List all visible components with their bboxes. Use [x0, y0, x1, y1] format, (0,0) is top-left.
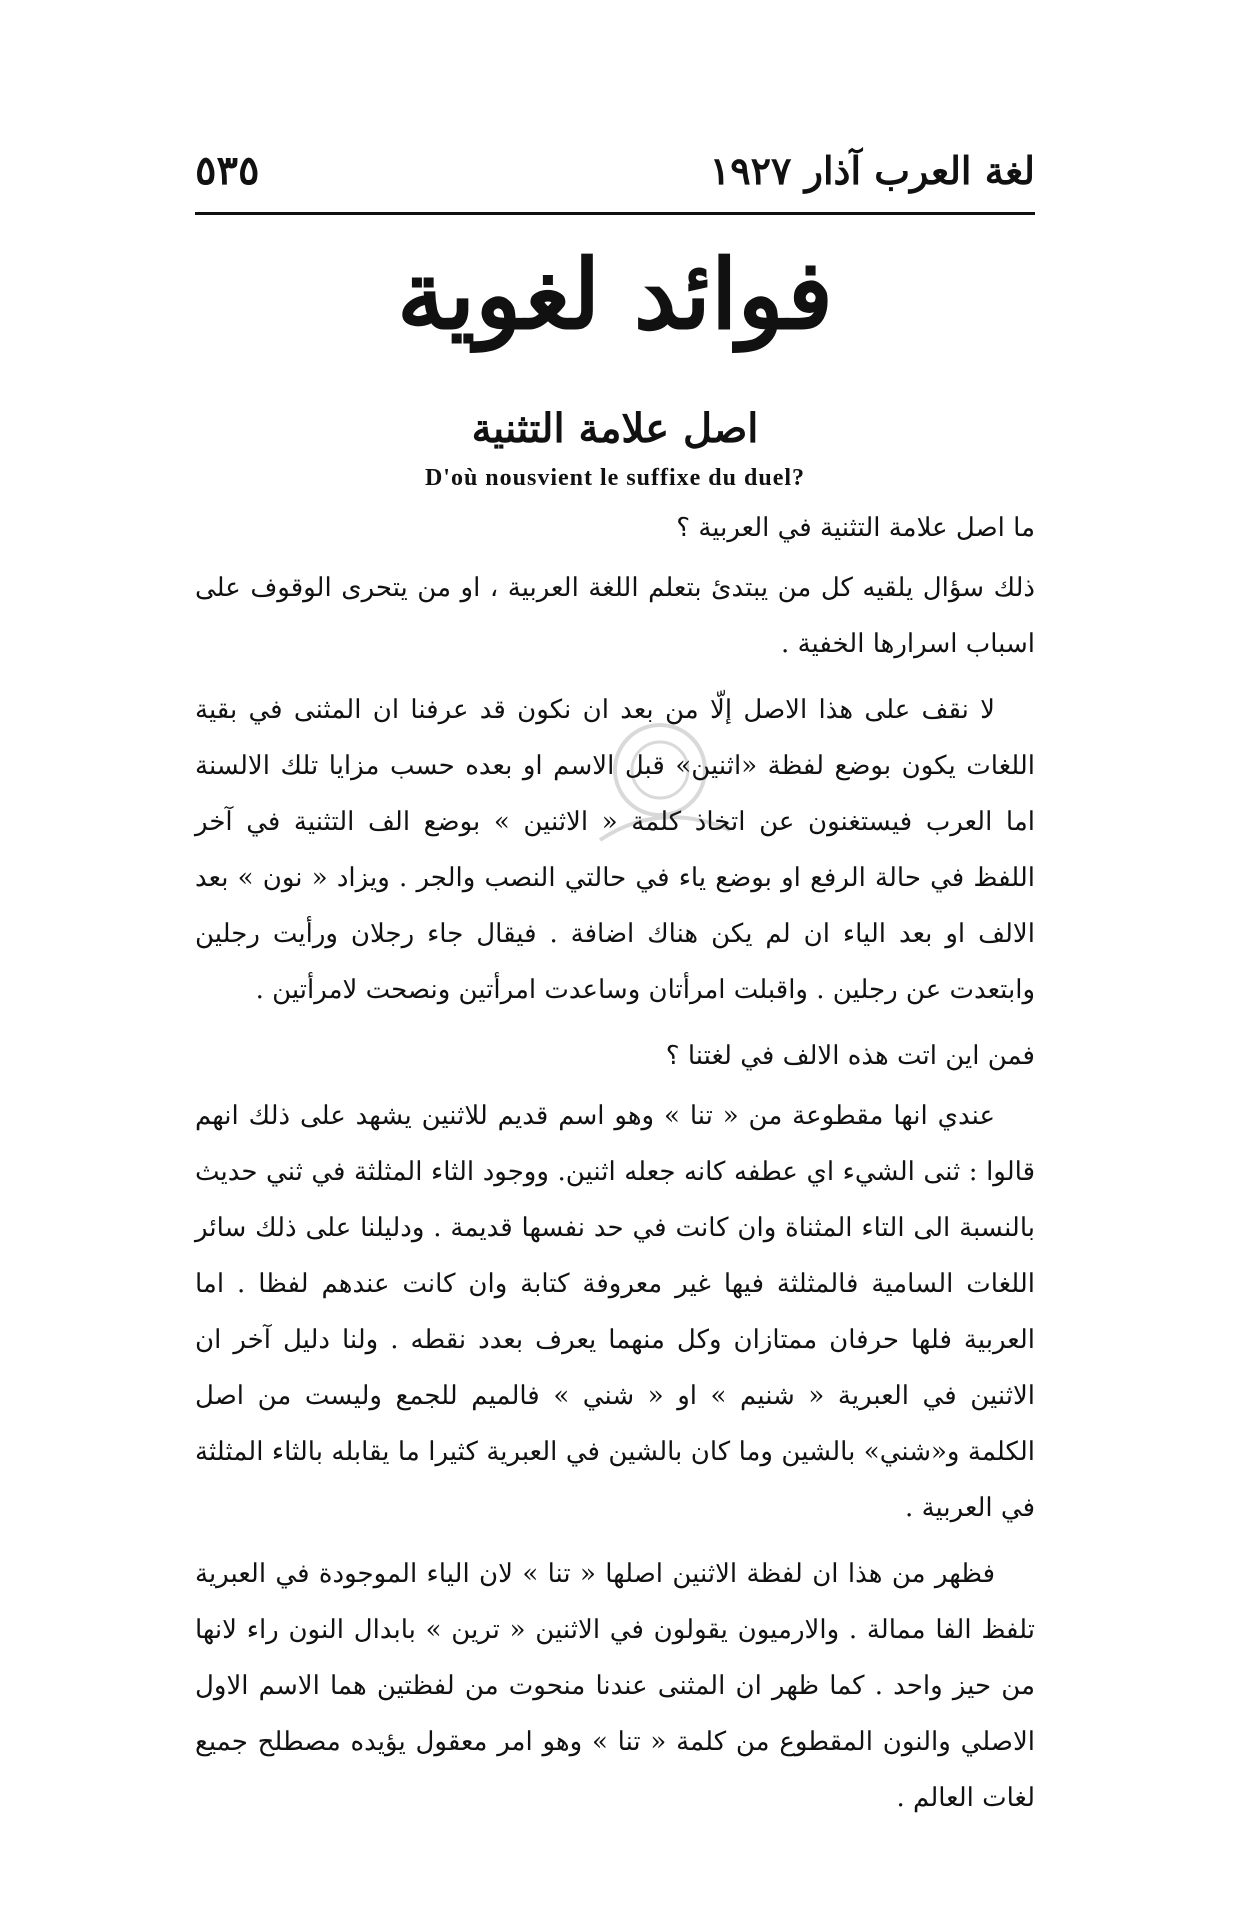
body-paragraph: ذلك سؤال يلقيه كل من يبتدئ بتعلم اللغة العربية ، او من يتحرى الوقوف على اسباب اسرارها الخفية . [195, 573, 1035, 659]
article-title: اصل علامة التثنية [471, 405, 759, 452]
section-title: فوائد لغوية [396, 238, 834, 351]
header-rule [195, 212, 1035, 215]
running-head: لغة العرب آذار ١٩٢٧ [709, 147, 1035, 193]
question-paragraph: ما اصل علامة التثنية في العربية ؟ [676, 513, 1035, 543]
french-subtitle: D'où nousvient le suffixe du duel? [424, 465, 806, 491]
page-header [195, 140, 1035, 200]
article-body [195, 500, 1035, 1836]
page-number: ٥٣٥ [195, 146, 260, 194]
body-paragraph: لا نقف على هذا الاصل إلّا من بعد ان نكون قد عرفنا ان المثنى في بقية اللغات يكون بوضع لفظة «اثنين» قبل الاسم او بعده حسب مزايا تلك الالسنة اما العرب فيستغنون عن اتخاذ كلمة « الاثنين » بوضع الف التثنية في آخر اللفظ في حالة الرفع او بوضع ياء في حالتي النصب والجر . ويزاد « نون » بعد الالف او بعد الياء ان لم يكن هناك اضافة . فيقال جاء رجلان ورأيت رجلين وابتعدت عن رجلين . واقبلت امرأتان وساعدت امرأتين ونصحت لامرأتين . [195, 695, 1035, 1005]
body-paragraph: عندي انها مقطوعة من « تنا » وهو اسم قديم للاثنين يشهد على ذلك انهم قالوا : ثنى الشيء اي عطفه كانه جعله اثنين. ووجود الثاء المثلثة في ثني حديث بالنسبة الى التاء المثناة وان كانت في حد نفسها قديمة . ودليلنا على ذلك سائر اللغات السامية فالمثلثة فيها غير معروفة كتابة وان كانت عندهم لفظا . اما العربية فلها حرفان ممتازان وكل منهما يعرف بعدد نقطه . ولنا دليل آخر ان الاثنين في العبرية « شنيم » او « شني » فالميم للجمع وليست من اصل الكلمة و«شني» بالشين وما كان بالشين في العبرية كثيرا ما يقابله بالثاء المثلثة في العربية . [195, 1101, 1035, 1523]
question-paragraph: فمن اين اتت هذه الالف في لغتنا ؟ [665, 1041, 1035, 1071]
body-paragraph: فظهر من هذا ان لفظة الاثنين اصلها « تنا » لان الياء الموجودة في العبرية تلفظ الفا ممالة . والارميون يقولون في الاثنين « ترين » بابدال النون راء لانها من حيز واحد . كما ظهر ان المثنى عندنا منحوت من لفظتين هما الاسم الاول الاصلي والنون المقطوع من كلمة « تنا » وهو امر معقول يؤيده مصطلح جميع لغات العالم . [195, 1559, 1035, 1813]
